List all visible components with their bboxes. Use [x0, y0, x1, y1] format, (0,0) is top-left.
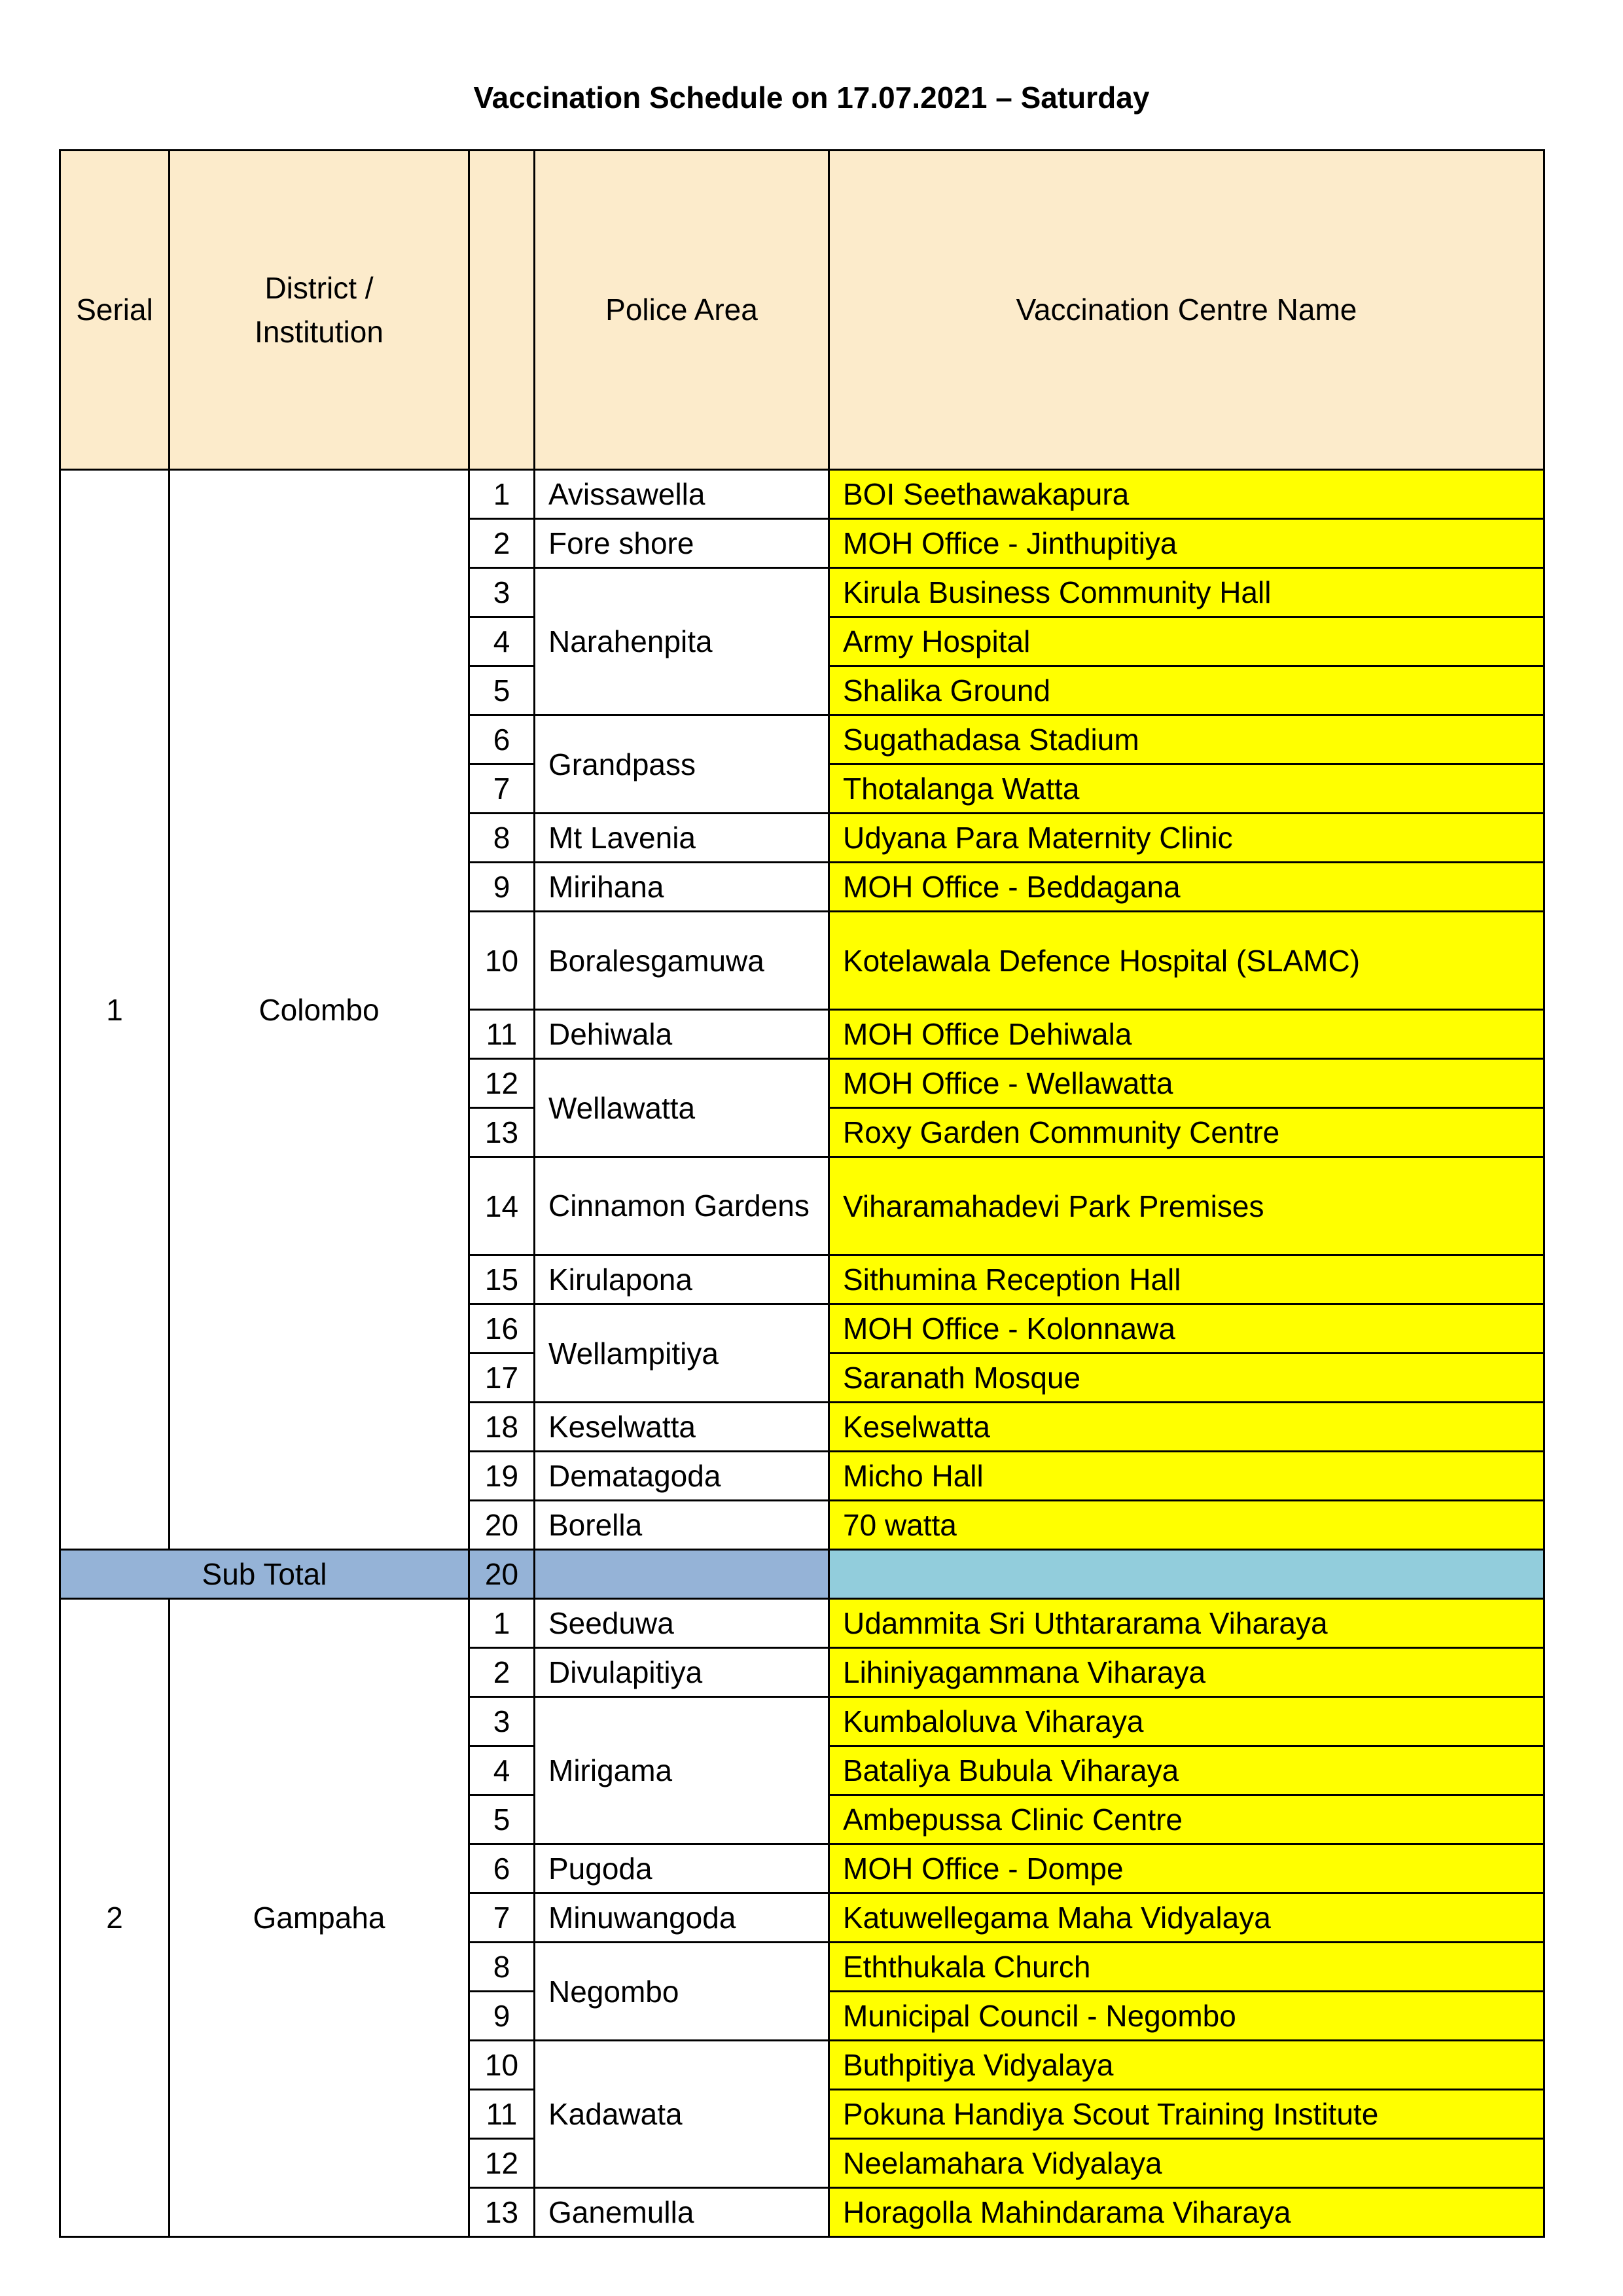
subtotal-label: Sub Total — [60, 1550, 469, 1599]
page-title: Vaccination Schedule on 17.07.2021 – Saturday — [473, 81, 1150, 115]
centre-name-cell: Buthpitiya Vidyalaya — [829, 2041, 1544, 2090]
centre-name-cell: Pokuna Handiya Scout Training Institute — [829, 2090, 1544, 2139]
centre-name-cell: Kotelawala Defence Hospital (SLAMC) — [829, 912, 1544, 1010]
row-number: 15 — [469, 1255, 535, 1304]
centre-name-cell: Kirula Business Community Hall — [829, 568, 1544, 617]
district-cell: Gampaha — [169, 1599, 469, 2237]
row-number: 5 — [469, 1795, 535, 1844]
police-area-cell: Narahenpita — [535, 568, 829, 715]
police-area-cell: Divulapitiya — [535, 1648, 829, 1697]
row-number: 13 — [469, 2188, 535, 2237]
centre-name-cell: Thotalanga Watta — [829, 764, 1544, 814]
centre-name-cell: Udyana Para Maternity Clinic — [829, 814, 1544, 863]
row-number: 12 — [469, 1059, 535, 1108]
centre-name-cell: MOH Office Dehiwala — [829, 1010, 1544, 1059]
police-area-cell: Wellampitiya — [535, 1304, 829, 1403]
header-number — [469, 151, 535, 470]
police-area-cell: Wellawatta — [535, 1059, 829, 1157]
police-area-cell: Kirulapona — [535, 1255, 829, 1304]
row-number: 18 — [469, 1403, 535, 1452]
centre-name-cell: Sithumina Reception Hall — [829, 1255, 1544, 1304]
row-number: 9 — [469, 1992, 535, 2041]
subtotal-row — [60, 1550, 1544, 1599]
row-number: 8 — [469, 814, 535, 863]
centre-name-cell: Municipal Council - Negombo — [829, 1992, 1544, 2041]
centre-name-cell: MOH Office - Dompe — [829, 1844, 1544, 1893]
row-number: 10 — [469, 912, 535, 1010]
police-area-cell: Ganemulla — [535, 2188, 829, 2237]
header-serial: Serial — [60, 151, 169, 470]
centre-name-cell: Shalika Ground — [829, 666, 1544, 715]
police-area-cell: Cinnamon Gardens — [535, 1157, 829, 1255]
police-area-cell: Minuwangoda — [535, 1893, 829, 1943]
centre-name-cell: Lihiniyagammana Viharaya — [829, 1648, 1544, 1697]
row-number: 12 — [469, 2139, 535, 2188]
row-number: 8 — [469, 1943, 535, 1992]
centre-name-cell: Keselwatta — [829, 1403, 1544, 1452]
subtotal-blank — [535, 1550, 829, 1599]
police-area-cell: Negombo — [535, 1943, 829, 2041]
row-number: 13 — [469, 1108, 535, 1157]
row-number: 9 — [469, 863, 535, 912]
police-area-cell: Fore shore — [535, 519, 829, 568]
row-number: 1 — [469, 470, 535, 519]
district-cell: Colombo — [169, 470, 469, 1550]
centre-name-cell: 70 watta — [829, 1501, 1544, 1550]
row-number: 2 — [469, 1648, 535, 1697]
centre-name-cell: MOH Office - Kolonnawa — [829, 1304, 1544, 1354]
row-number: 7 — [469, 1893, 535, 1943]
row-number: 5 — [469, 666, 535, 715]
centre-name-cell: Horagolla Mahindarama Viharaya — [829, 2188, 1544, 2237]
row-number: 14 — [469, 1157, 535, 1255]
row-number: 6 — [469, 1844, 535, 1893]
centre-name-cell: Ambepussa Clinic Centre — [829, 1795, 1544, 1844]
row-number: 20 — [469, 1501, 535, 1550]
police-area-cell: Dematagoda — [535, 1452, 829, 1501]
table-row — [60, 470, 1544, 519]
centre-name-cell: Roxy Garden Community Centre — [829, 1108, 1544, 1157]
header-district: District / Institution — [169, 151, 469, 470]
police-area-cell: Seeduwa — [535, 1599, 829, 1648]
centre-name-cell: Udammita Sri Uthtararama Viharaya — [829, 1599, 1544, 1648]
row-number: 4 — [469, 1746, 535, 1795]
police-area-cell: Grandpass — [535, 715, 829, 814]
row-number: 17 — [469, 1354, 535, 1403]
centre-name-cell: Saranath Mosque — [829, 1354, 1544, 1403]
police-area-cell: Borella — [535, 1501, 829, 1550]
serial-cell: 1 — [60, 470, 169, 1550]
subtotal-value: 20 — [469, 1550, 535, 1599]
centre-name-cell: Viharamahadevi Park Premises — [829, 1157, 1544, 1255]
centre-name-cell: MOH Office - Beddagana — [829, 863, 1544, 912]
table-row — [60, 1599, 1544, 1648]
police-area-cell: Pugoda — [535, 1844, 829, 1893]
row-number: 1 — [469, 1599, 535, 1648]
centre-name-cell: Kumbaloluva Viharaya — [829, 1697, 1544, 1746]
centre-name-cell: MOH Office - Wellawatta — [829, 1059, 1544, 1108]
vaccination-schedule-table — [59, 149, 1545, 2238]
header-row — [60, 151, 1544, 470]
police-area-cell: Kadawata — [535, 2041, 829, 2188]
centre-name-cell: Katuwellegama Maha Vidyalaya — [829, 1893, 1544, 1943]
header-police-area: Police Area — [535, 151, 829, 470]
row-number: 4 — [469, 617, 535, 666]
centre-name-cell: Sugathadasa Stadium — [829, 715, 1544, 764]
police-area-cell: Keselwatta — [535, 1403, 829, 1452]
row-number: 11 — [469, 1010, 535, 1059]
centre-name-cell: Army Hospital — [829, 617, 1544, 666]
row-number: 10 — [469, 2041, 535, 2090]
row-number: 19 — [469, 1452, 535, 1501]
police-area-cell: Mirihana — [535, 863, 829, 912]
row-number: 2 — [469, 519, 535, 568]
centre-name-cell: Bataliya Bubula Viharaya — [829, 1746, 1544, 1795]
police-area-cell: Mirigama — [535, 1697, 829, 1844]
centre-name-cell: Eththukala Church — [829, 1943, 1544, 1992]
subtotal-blank — [829, 1550, 1544, 1599]
centre-name-cell: BOI Seethawakapura — [829, 470, 1544, 519]
header-centre-name: Vaccination Centre Name — [829, 151, 1544, 470]
serial-cell: 2 — [60, 1599, 169, 2237]
police-area-cell: Mt Lavenia — [535, 814, 829, 863]
police-area-cell: Dehiwala — [535, 1010, 829, 1059]
row-number: 7 — [469, 764, 535, 814]
centre-name-cell: Micho Hall — [829, 1452, 1544, 1501]
row-number: 3 — [469, 568, 535, 617]
police-area-cell: Boralesgamuwa — [535, 912, 829, 1010]
row-number: 11 — [469, 2090, 535, 2139]
police-area-cell: Avissawella — [535, 470, 829, 519]
row-number: 6 — [469, 715, 535, 764]
centre-name-cell: Neelamahara Vidyalaya — [829, 2139, 1544, 2188]
centre-name-cell: MOH Office - Jinthupitiya — [829, 519, 1544, 568]
row-number: 3 — [469, 1697, 535, 1746]
row-number: 16 — [469, 1304, 535, 1354]
